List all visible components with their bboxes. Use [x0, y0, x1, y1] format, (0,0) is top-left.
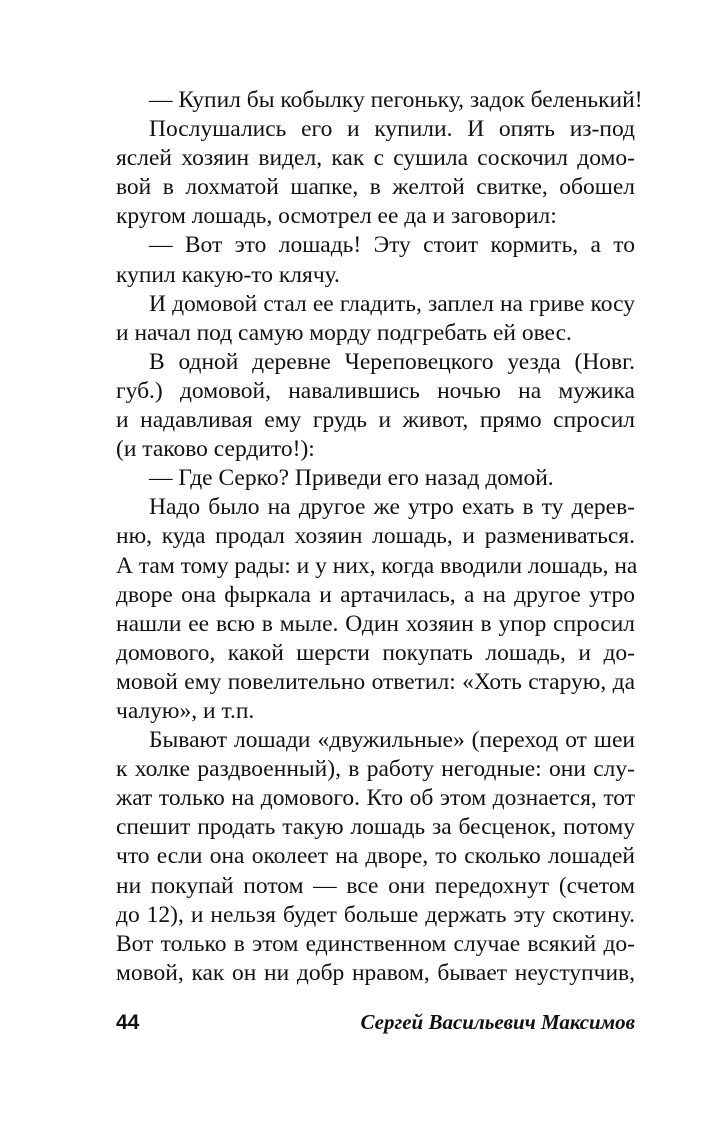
text-line: — Вот это лошадь! Эту стоит кормить, а то: [149, 232, 635, 259]
text-line: до 12), и нельзя будет больше держать эту скотину.: [116, 901, 635, 928]
text-line: губ.) домовой, навалившись ночью на мужика: [116, 377, 635, 404]
running-footer-author: Сергей Васильевич Максимов: [360, 1010, 635, 1034]
text-line: И домовой стал ее гладить, заплел на гриве косу: [149, 290, 635, 317]
text-line: Вот только в этом единственном случае всякий до-: [116, 930, 635, 957]
text-line: мовой ему повелительно ответил: «Хоть старую, да: [116, 668, 635, 695]
text-line: — Где Серко? Приведи его назад домой.: [149, 465, 554, 492]
text-line: купил какую-то клячу.: [116, 261, 340, 288]
text-line: домового, какой шерсти покупать лошадь, и до-: [116, 639, 635, 666]
text-line: мовой, как он ни добр нравом, бывает неуступчив,: [116, 959, 635, 986]
page-number: 44: [116, 1011, 140, 1034]
text-line: к холке раздвоенный), в работу негодные: они слу-: [116, 756, 635, 783]
text-line: вой в лохматой шапке, в желтой свитке, обошел: [116, 174, 635, 201]
text-line: жат только на домового. Кто об этом дознается, тот: [116, 785, 635, 812]
text-line: кругом лошадь, осмотрел ее да и заговорил:: [116, 203, 557, 230]
text-line: Послушались его и купили. И опять из-под: [149, 116, 635, 143]
text-line: что если она околеет на дворе, то сколько лошадей: [116, 843, 635, 870]
text-line: Бывают лошади «двужильные» (переход от шеи: [149, 727, 635, 754]
text-line: ню, куда продал хозяин лошадь, и размениваться.: [116, 523, 635, 550]
text-line: А там тому рады: и у них, когда вводили лошадь, на: [116, 552, 638, 579]
page-footer: [116, 1010, 635, 1040]
text-line: — Купил бы кобылку пегоньку, задок беленький!: [149, 87, 643, 113]
text-line: яслей хозяин видел, как с сушила соскочил домо-: [116, 145, 635, 172]
text-line: В одной деревне Череповецкого уезда (Новг.: [149, 348, 635, 375]
text-line: дворе она фыркала и артачилась, а на другое утро: [116, 581, 635, 608]
page-body: [116, 86, 643, 988]
text-line: и начал под самую морду подгребать ей овес.: [116, 319, 572, 346]
text-line: Надо было на другое же утро ехать в ту дерев-: [149, 494, 635, 521]
text-line: ни покупай потом — все они передохнут (счетом: [116, 872, 635, 899]
text-line: (и таково сердито!):: [116, 436, 315, 463]
text-line: спешит продать такую лошадь за бесценок, потому: [116, 814, 635, 841]
text-line: нашли ее всю в мыле. Один хозяин в упор спросил: [116, 610, 635, 637]
text-line: и надавливая ему грудь и живот, прямо спросил: [116, 407, 635, 434]
text-line: чалую», и т.п.: [116, 697, 255, 724]
